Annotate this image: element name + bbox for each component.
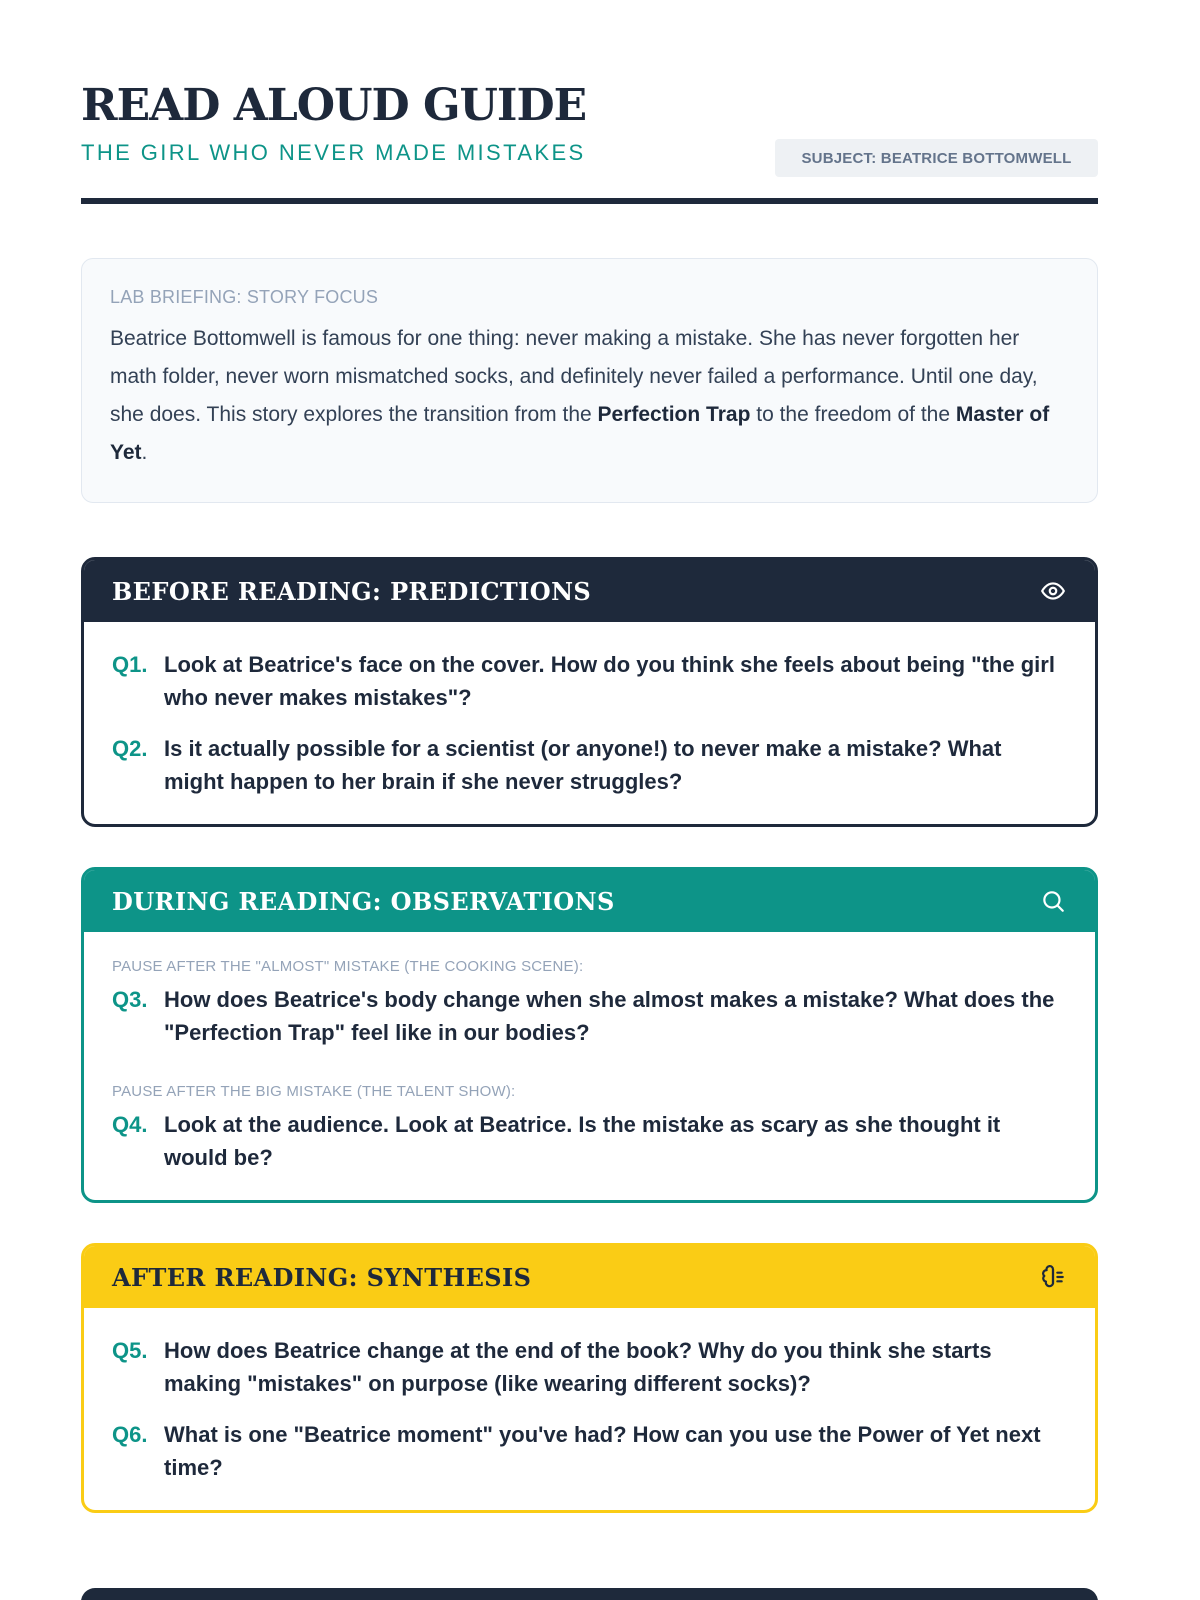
question-item xyxy=(112,1418,1063,1484)
perfection-trap-term: Perfection Trap xyxy=(597,403,751,426)
question-text: Look at Beatrice's face on the cover. How do you think she feels about being "the girl who never makes mistakes"? xyxy=(164,652,1055,710)
before-reading-header xyxy=(84,560,1095,622)
page-subtitle: THE GIRL WHO NEVER MADE MISTAKES xyxy=(81,140,586,165)
question-number: Q4. xyxy=(112,1112,148,1137)
during-reading-header xyxy=(84,870,1095,932)
subject-badge: SUBJECT: BEATRICE BOTTOMWELL xyxy=(775,139,1098,177)
after-reading-body xyxy=(84,1308,1095,1510)
master-of-yet-term: Master of Yet xyxy=(110,403,1050,464)
eye-icon xyxy=(1039,577,1067,605)
briefing-label: LAB BRIEFING: STORY FOCUS xyxy=(110,287,379,307)
next-section-edge xyxy=(81,1588,1098,1600)
section-title: DURING READING: OBSERVATIONS xyxy=(112,886,615,916)
during-reading-body xyxy=(84,932,1095,1200)
after-reading-header xyxy=(84,1246,1095,1308)
during-reading-section xyxy=(81,867,1098,1203)
header xyxy=(81,0,1098,204)
header-divider xyxy=(81,198,1098,204)
lab-briefing-card xyxy=(81,258,1098,503)
question-text: What is one "Beatrice moment" you've had? How can you use the Power of Yet next time? xyxy=(164,1422,1041,1480)
before-reading-body xyxy=(84,622,1095,824)
pause-instruction: PAUSE AFTER THE "ALMOST" MISTAKE (THE COOKING SCENE): xyxy=(112,958,584,975)
question-item xyxy=(112,1334,1063,1400)
question-item xyxy=(112,983,1063,1049)
question-number: Q1. xyxy=(112,652,148,677)
search-icon xyxy=(1039,887,1067,915)
question-item xyxy=(112,732,1063,798)
question-number: Q6. xyxy=(112,1422,148,1447)
section-title: BEFORE READING: PREDICTIONS xyxy=(112,576,592,606)
after-reading-section xyxy=(81,1243,1098,1513)
question-number: Q2. xyxy=(112,736,148,761)
pause-instruction: PAUSE AFTER THE BIG MISTAKE (THE TALENT SHOW): xyxy=(112,1083,516,1100)
briefing-text-part1: Beatrice Bottomwell is famous for one thing: never making a mistake. She has never forgotten her math folder, never worn mismatched socks, and definitely never failed a performance. Until one day, she does. This story explores the transition from the xyxy=(110,327,1038,426)
page-title: READ ALOUD GUIDE xyxy=(81,80,587,131)
question-number: Q5. xyxy=(112,1338,148,1363)
briefing-text xyxy=(110,320,1069,472)
question-text: How does Beatrice change at the end of the book? Why do you think she starts making "mistakes" on purpose (like wearing different socks)? xyxy=(164,1338,992,1396)
question-item xyxy=(112,1108,1063,1174)
section-title: AFTER READING: SYNTHESIS xyxy=(112,1262,532,1292)
briefing-text-part2: to the freedom of the xyxy=(750,403,956,426)
question-text: Is it actually possible for a scientist (or anyone!) to never make a mistake? What might happen to her brain if she never struggles? xyxy=(164,736,1002,794)
question-number: Q3. xyxy=(112,987,148,1012)
question-item xyxy=(112,648,1063,714)
question-text: How does Beatrice's body change when she almost makes a mistake? What does the "Perfection Trap" feel like in our bodies? xyxy=(164,987,1055,1045)
question-text: Look at the audience. Look at Beatrice. Is the mistake as scary as she thought it would be? xyxy=(164,1112,1001,1170)
brain-icon xyxy=(1039,1263,1067,1291)
briefing-text-part3: . xyxy=(141,441,148,464)
before-reading-section xyxy=(81,557,1098,827)
